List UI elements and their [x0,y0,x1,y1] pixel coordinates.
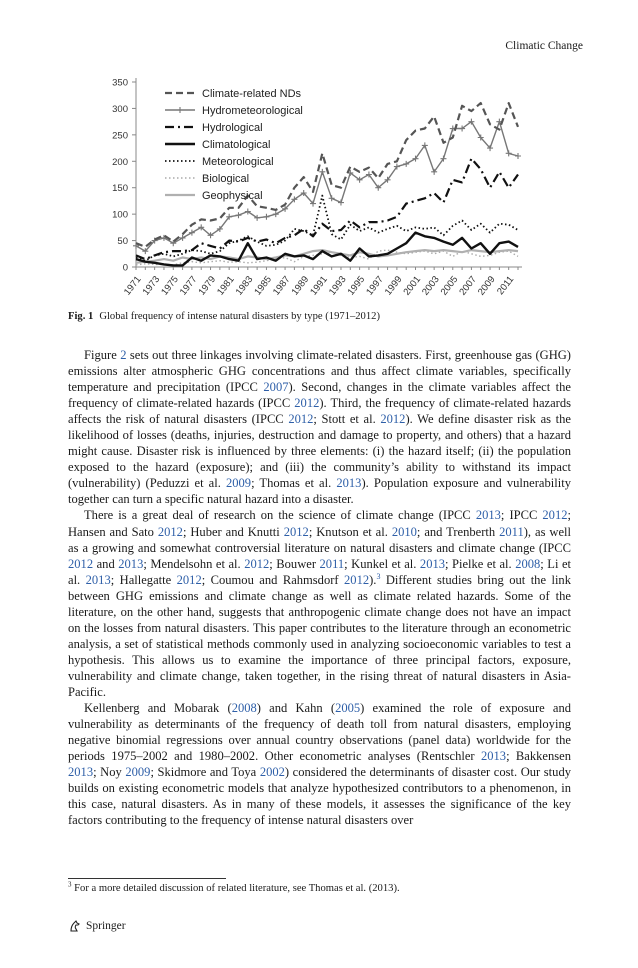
citation-link[interactable]: 2012 [176,572,202,587]
citation-link[interactable]: 2012 [244,556,270,571]
text-run: ; Knutson et al. [308,524,392,539]
x-tick-label: 1985 [252,274,275,298]
x-tick-label: 2005 [438,274,461,298]
data-point-marker [319,169,325,175]
x-tick-label: 1981 [215,274,237,298]
series-hydrological [136,159,518,260]
text-run: ). [369,572,377,587]
text-run: ; Stott et al. [313,412,381,427]
series-line [136,122,518,252]
publisher [68,919,126,933]
legend-label: Climate-related NDs [202,87,302,100]
x-tick-label: 1983 [233,274,256,298]
y-tick-label: 200 [112,156,128,168]
data-point-marker [273,211,279,217]
data-point-marker [189,230,195,236]
x-tick-label: 2011 [495,274,517,298]
text-run: ; IPCC [500,508,543,523]
series-line [136,103,518,247]
text-run: ) considered the determinants of disaster cost. Our study builds on existing econometric models that analyze hypothesized contributors to a phenomenon, in this case, natural disasters. As in many of these models, it assesses the significance of the key factors contributing to the frequency of intense natural disasters over [68,765,571,828]
citation-link[interactable]: 2 [120,348,127,362]
legend-label: Geophysical [202,189,263,202]
citation-link[interactable]: 2010 [391,524,417,539]
citation-link[interactable]: 2012 [294,396,320,411]
footnote-marker[interactable]: 3 [376,571,381,581]
citation-link[interactable]: 2012 [68,556,94,571]
x-tick-label: 1977 [177,274,200,298]
x-tick-label: 2009 [475,274,498,298]
citation-link[interactable]: 2013 [118,556,144,571]
series-hydrometeorological [133,119,521,255]
series-geophysical [136,250,518,263]
legend-label: Meteorological [202,155,274,168]
paragraph-3 [68,700,571,828]
text-run: ; Noy [93,765,126,780]
text-run: There is a great deal of research on the science of climate change (IPCC [84,508,476,523]
y-tick-label: 0 [122,262,128,274]
text-run: ) examined the role of exposure and vulnerability as determinants of the frequency of death toll from natural disasters, employing negative binomial regressions over annual country observations (panel data) worldwide for the periods 1975–2002 and 1980–2002. Other econometric analyses (Rentschler [68,701,572,764]
x-tick-label: 1993 [326,274,349,298]
citation-link[interactable]: 2007 [263,380,289,395]
data-point-marker [235,212,241,218]
y-tick-label: 350 [112,77,128,89]
text-run: ; Coumou and Rahmsdorf [201,572,345,587]
text-run: ; and Trenberth [416,524,500,539]
text-run: ; Hansen and Sato [68,508,571,539]
citation-link[interactable]: 2002 [259,765,285,780]
legend-label: Hydrological [202,121,263,134]
x-tick-label: 1979 [196,274,219,298]
x-tick-label: 2003 [420,274,442,298]
citation-link[interactable]: 2013 [475,508,501,523]
text-run: ). We define disaster risk as the likelihood of losses (deaths, injuries, destruction and damage to property, and others) that a hazard might cause. Disaster risk is influenced by three elements: (i) the hazard itself; (ii) the population exposed to the hazard (exposure); and (iii) the community’s ability to withstand its impact (vulnerability) (Peduzzi et al. [68,412,571,491]
footnote-rule [68,878,226,879]
text-run: ; Bakkensen [506,749,571,764]
figure-label: Fig. 1 [68,311,94,322]
text-run: ). Second, changes in the climate variables affect the frequency of climate-related hazards (IPCC [68,380,571,411]
y-tick-label: 150 [112,183,128,195]
series-climate-related-nds [136,103,518,247]
data-point-marker [515,153,521,159]
series-line [136,159,518,260]
citation-link[interactable]: 2009 [225,476,252,491]
footnote-text: For a more detailed discussion of related literature, see Thomas et al. (2013). [74,883,400,894]
citation-link[interactable]: 2013 [68,765,94,780]
x-tick-label: 2007 [457,274,480,298]
y-tick-label: 100 [112,209,128,221]
text-run: ) and Kahn ( [256,701,336,716]
citation-link[interactable]: 2012 [380,412,406,427]
data-point-marker [403,161,409,167]
x-tick-label: 1991 [308,274,330,298]
paragraph-1 [68,347,571,507]
text-run: ; Bouwer [269,556,320,571]
x-tick-label: 2001 [401,274,424,298]
text-run: ). Third, the frequency of climate-related hazards affects the risk of natural disasters (IPCC [68,396,571,427]
x-tick-label: 1973 [140,274,163,298]
citation-link[interactable]: 2012 [542,508,568,523]
citation-link[interactable]: 2011 [319,556,345,571]
text-run: Different studies bring out the link between GHG emissions and climate change as well as climate related hazards. Some of the literature, on the other hand, suggests that anthropogenic climate change does not have an impact on the losses from natural disasters. This paper contributes to the literature through an econometric analysis, a set of statistical methods commonly used in analyzing socioeconomic variables to test a hypothesis. This allows us to examine the importance of three principal factors, exposure, vulnerability and climate change, taken together, in the rising threat of natural disasters in Asia-Pacific. [68,572,571,699]
citation-link[interactable]: 2012 [288,412,314,427]
y-tick-label: 300 [112,103,128,115]
x-tick-label: 1971 [121,274,144,298]
citation-link[interactable]: 2012 [157,524,183,539]
text-run: Figure [84,348,121,362]
paragraph-2 [68,507,571,700]
citation-link[interactable]: 2013 [336,476,362,491]
legend-marker [177,107,183,113]
data-point-marker [506,150,512,156]
text-run: ; Li et al. [68,556,572,587]
x-tick-label: 1995 [345,274,368,298]
figure-caption [68,311,588,322]
x-tick-label: 1989 [289,274,312,298]
data-point-marker [338,200,344,206]
citation-link[interactable]: 2013 [85,572,111,587]
y-tick-label: 50 [117,236,128,248]
text-run: ; Skidmore and Toya [150,765,260,780]
y-tick-label: 250 [112,130,128,142]
footnote [68,880,400,894]
citation-link[interactable]: 2005 [335,701,361,716]
data-point-marker [329,195,335,201]
springer-horse-icon [68,919,82,933]
x-tick-label: 1987 [270,274,293,298]
x-tick-label: 1999 [382,274,405,298]
running-head: Climatic Change [505,40,583,52]
text-run: ; Huber and Knutti [182,524,284,539]
series-line [136,250,518,263]
citation-link[interactable]: 2013 [480,749,507,764]
text-run: and [93,556,119,571]
text-run: ; Thomas et al. [251,476,337,491]
publisher-name: Springer [86,920,126,932]
citation-link[interactable]: 2009 [125,765,151,780]
data-point-marker [263,214,269,220]
text-run: sets out three linkages involving climate-related disasters. First, greenhouse gas (GHG) emissions alter atmospheric GHG concentrations and thus affect climate variables, specifically temperature and precipitation (IPCC [68,348,571,395]
citation-link[interactable]: 2008 [515,556,541,571]
x-tick-label: 1997 [364,274,386,298]
legend-label: Hydrometeorological [202,104,303,117]
legend-label: Biological [202,172,250,185]
text-run: ). Population exposure and vulnerability together can turn a specific natural hazard into a disaster. [68,476,571,507]
figure-1-chart [68,68,568,303]
text-run: ; Pielke et al. [445,556,516,571]
citation-link[interactable]: 2011 [499,524,524,539]
citation-link[interactable]: 2013 [419,556,446,571]
figure-caption-text: Global frequency of intense natural disasters by type (1971–2012) [99,311,380,322]
citation-link[interactable]: 2012 [344,572,370,587]
text-run: ), as well as a growing and somewhat controversial literature on natural disasters and climate change (IPCC [68,524,571,555]
text-run: ; Hallegatte [110,572,177,587]
x-tick-label: 1975 [159,274,181,298]
text-run: Kellenberg and Mobarak ( [84,701,232,716]
citation-link[interactable]: 2008 [231,701,257,716]
footnote-number: 3 [68,880,72,889]
data-point-marker [180,235,186,241]
citation-link[interactable]: 2012 [283,524,309,539]
text-run: ; Mendelsohn et al. [143,556,245,571]
text-run: ; Kunkel et al. [344,556,420,571]
legend-label: Climatological [202,138,271,151]
body-text [68,347,571,828]
